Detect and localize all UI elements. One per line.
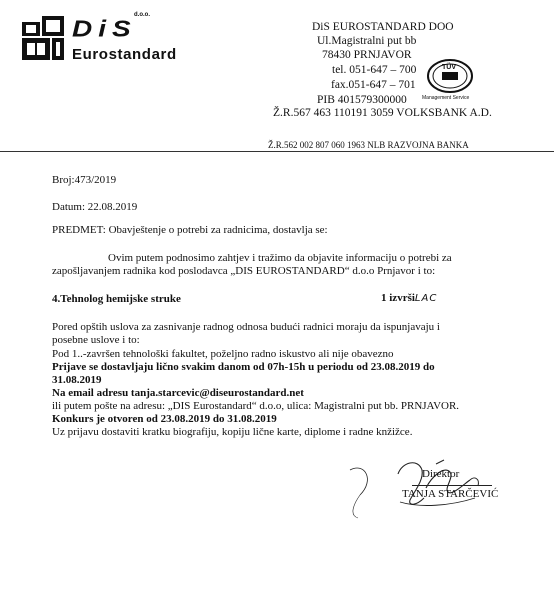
company-fax: fax.051-647 – 701 (331, 79, 416, 91)
position-title: 4.Tehnolog hemijske struke (52, 293, 181, 305)
signature-title: Direktor (422, 468, 460, 480)
document-number: Broj:473/2019 (52, 174, 117, 186)
intro-line-2: zapošljavanjem radnika kod poslodavca „DIS EUROSTANDARD“ d.o.o Prnjavor i to: (52, 265, 436, 277)
signature-line (412, 485, 492, 486)
intro-line-1: Ovim putem podnosimo zahtjev i tražimo da objavite informaciju o potrebi za (108, 252, 452, 264)
email-line: Na email adresu tanja.starcevic@diseurostandard.net (52, 387, 304, 399)
conditions-line-1: Pored opštih uslova za zasnivanje radnog odnosa budući radnici moraju da ispunjavaju i (52, 321, 440, 333)
requirement-line: Pod 1..-završen tehnološki fakultet, poželjno radno iskustvo ali nije obavezno (52, 348, 394, 360)
signatory-name: TANJA STARČEVIĆ (402, 488, 499, 500)
conditions-line-2: posebne uslove i to: (52, 334, 140, 346)
apply-line-1: Prijave se dostavljaju lično svakim danom od 07h-15h u periodu od 23.08.2019 do (52, 361, 435, 373)
tuv-badge (424, 58, 476, 108)
tuv-caption: Management Service (422, 95, 470, 101)
tuv-mark: TÜV (442, 64, 456, 71)
company-account-nlb: Ž.R.562 002 807 060 1963 NLB RAZVOJNA BANKA (268, 140, 469, 150)
logo-doo: d.o.o. (134, 12, 150, 18)
company-street: Ul.Magistralni put bb (317, 35, 417, 47)
logo-eurostandard-text: Eurostandard (72, 46, 177, 63)
company-tel: tel. 051-647 – 700 (332, 64, 417, 76)
apply-line-2: 31.08.2019 (52, 374, 102, 386)
company-pib: PIB 401579300000 (317, 94, 407, 106)
position-count-handwritten: LAC (414, 293, 438, 304)
signature-block (340, 440, 499, 540)
position-count-prefix: 1 izvrši (381, 292, 415, 304)
company-name: DiS EUROSTANDARD DOO (312, 21, 454, 33)
company-account-volksbank: Ž.R.567 463 110191 3059 VOLKSBANK A.D. (273, 107, 492, 119)
document-date: Datum: 22.08.2019 (52, 201, 138, 213)
company-city: 78430 PRNJAVOR (322, 49, 412, 61)
documents-line: Uz prijavu dostaviti kratku biografiju, kopiju lične karte, diplome i radne knžižce. (52, 426, 413, 438)
contest-line: Konkurs je otvoren od 23.08.2019 do 31.08.2019 (52, 413, 277, 425)
post-line: ili putem pošte na adresu: „DIS Eurostandard“ d.o.o, ulica: Magistralni put bb. PRNJAVOR. (52, 400, 460, 412)
header-divider (0, 151, 554, 152)
logo-dis-text: DiS (72, 16, 137, 42)
company-logo (22, 14, 200, 70)
subject-line: PREDMET: Obavještenje o potrebi za radnicima, dostavlja se: (52, 224, 328, 236)
position-count (381, 292, 437, 305)
